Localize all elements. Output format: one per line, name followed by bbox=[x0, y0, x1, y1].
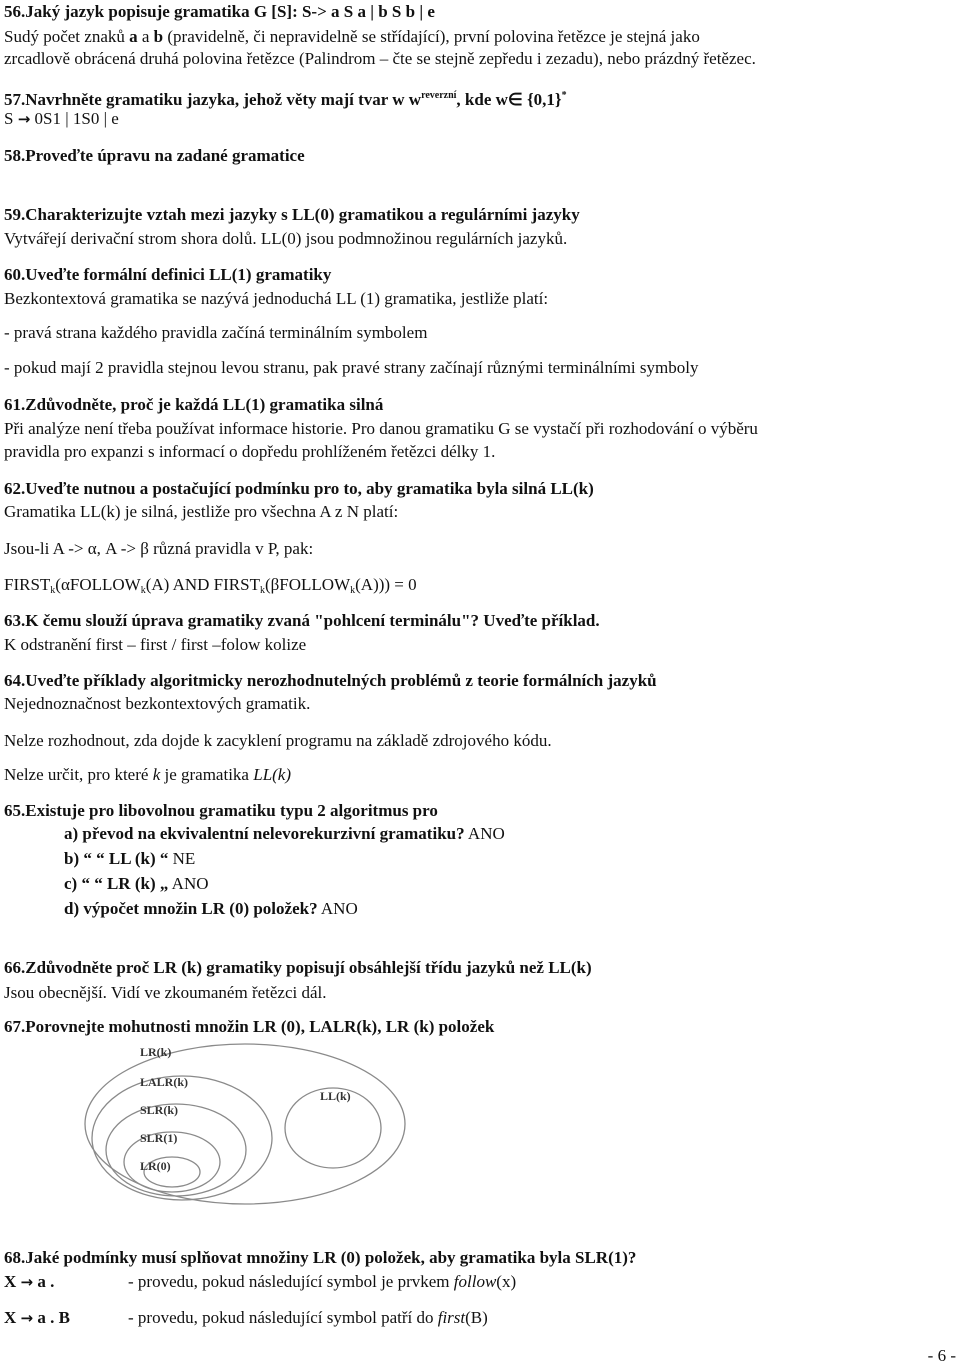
q60-answer-3: - pokud mají 2 pravidla stejnou levou stranu, pak pravé strany začínají různými terminálními symboly bbox=[4, 358, 699, 377]
lr-0-label: LR(0) bbox=[140, 1159, 171, 1173]
q68-r2-fn: first bbox=[437, 1308, 466, 1327]
q57-title-sup2: * bbox=[561, 90, 567, 101]
q62-title: 62.Uveďte nutnou a postačující podmínku pro to, aby gramatika byla silná LL(k) bbox=[4, 479, 594, 498]
q68-rule-2-desc bbox=[128, 1308, 488, 1328]
q65-item-c bbox=[64, 874, 209, 894]
q68-rule-1 bbox=[4, 1272, 54, 1292]
q62-f-beta: (βFOLLOW bbox=[264, 575, 351, 594]
q60-answer-1: Bezkontextová gramatika se nazývá jednoduchá LL (1) gramatika, jestliže platí: bbox=[4, 289, 549, 308]
q65-item-a bbox=[64, 824, 505, 844]
q64-a3-ll: LL(k) bbox=[253, 765, 292, 784]
q59-title: 59.Charakterizujte vztah mezi jazyky s LL(0) gramatikou a regulárními jazyky bbox=[4, 205, 580, 224]
q68-r2-lhs: X bbox=[4, 1308, 17, 1327]
q62-formula bbox=[4, 575, 417, 601]
q64-a3-pre: Nelze určit, pro které bbox=[4, 765, 153, 784]
q66-answer: Jsou obecnější. Vidí ve zkoumaném řetězci dál. bbox=[4, 983, 327, 1002]
q63-answer: K odstranění first – first / first –folow kolize bbox=[4, 635, 307, 654]
q59-answer: Vytvářejí derivační strom shora dolů. LL(0) jsou podmnožinou regulárních jazyků. bbox=[4, 229, 568, 248]
q57-title bbox=[4, 86, 567, 110]
q57-title-pre: 57.Navrhněte gramatiku jazyka, jehož věty mají tvar w w bbox=[4, 90, 422, 109]
q62-f-k2: k bbox=[140, 585, 146, 596]
q57-rule-rhs: 0S1 | 1S0 | e bbox=[34, 109, 119, 128]
q60-title: 60.Uveďte formální definici LL(1) gramatiky bbox=[4, 265, 332, 284]
q62-f-k1: k bbox=[50, 585, 56, 596]
q65-a-question: a) převod na ekvivalentní nelevorekurzivní gramatiku? bbox=[64, 824, 465, 843]
q66-title: 66.Zdůvodněte proč LR (k) gramatiky popisují obsáhlejší třídu jazyků než LL(k) bbox=[4, 958, 592, 977]
q65-d-answer: ANO bbox=[317, 899, 358, 918]
q57-title-sup: reverzní bbox=[421, 90, 457, 101]
q65-item-b bbox=[64, 849, 195, 869]
lr-sets-diagram bbox=[80, 1040, 440, 1210]
q57-rule bbox=[4, 109, 119, 129]
page-number: - 6 - bbox=[927, 1346, 956, 1365]
q56-answer-line-1 bbox=[4, 27, 700, 47]
q58-title: 58.Proveďte úpravu na zadané gramatice bbox=[4, 146, 305, 165]
slr-1-label: SLR(1) bbox=[140, 1131, 178, 1145]
q65-d-question: d) výpočet množin LR (0) položek? bbox=[64, 899, 318, 918]
q65-c-answer: ANO bbox=[168, 874, 209, 893]
lalr-k-ellipse bbox=[92, 1076, 272, 1200]
q56-a1-b: b bbox=[153, 27, 164, 46]
q68-r2-pre: - provedu, pokud následující symbol patří do bbox=[128, 1308, 438, 1327]
q62-f-k3: k bbox=[259, 585, 265, 596]
q68-rule-1-desc bbox=[128, 1272, 516, 1292]
slr-k-label: SLR(k) bbox=[140, 1103, 179, 1117]
q64-answer-2: Nelze rozhodnout, zda dojde k zacyklení programu na základě zdrojového kódu. bbox=[4, 731, 552, 750]
q61-answer-2: pravidla pro expanzi s informací o dopředu prohlíženém řetězci délky 1. bbox=[4, 442, 496, 461]
q65-item-d bbox=[64, 899, 358, 919]
q68-r2-arg: (B) bbox=[465, 1308, 488, 1327]
lalr-k-label: LALR(k) bbox=[140, 1075, 189, 1089]
slr-k-ellipse bbox=[106, 1104, 246, 1196]
q65-b-question: b) “ “ LL (k) “ bbox=[64, 849, 169, 868]
ll-k-label: LL(k) bbox=[320, 1089, 351, 1103]
q68-r1-arg: (x) bbox=[496, 1272, 517, 1291]
q56-a1-a: a bbox=[129, 27, 138, 46]
q64-a3-mid: je gramatika bbox=[160, 765, 254, 784]
q65-c-question: c) “ “ LR (k) „ bbox=[64, 874, 169, 893]
q65-b-answer: NE bbox=[168, 849, 196, 868]
q62-f-alpha: (αFOLLOW bbox=[55, 575, 141, 594]
q57-rule-lhs: S bbox=[4, 109, 14, 128]
arrow-icon: → bbox=[20, 1309, 34, 1327]
q56-a1-pre: Sudý počet znaků bbox=[4, 27, 130, 46]
q62-f-first: FIRST bbox=[4, 575, 51, 594]
q61-answer-1: Při analýze není třeba používat informace historie. Pro danou gramatiku G se vystačí při rozhodování o výběru bbox=[4, 419, 758, 438]
q67-title: 67.Porovnejte mohutnosti množin LR (0), LALR(k), LR (k) položek bbox=[4, 1017, 495, 1036]
q56-title: 56.Jaký jazyk popisuje gramatika G [S]: S-> a S a | b S b | e bbox=[4, 2, 435, 21]
q61-title: 61.Zdůvodněte, proč je každá LL(1) gramatika silná bbox=[4, 395, 384, 414]
q65-title: 65.Existuje pro libovolnou gramatiku typu 2 algoritmus pro bbox=[4, 801, 438, 820]
q68-r1-lhs: X bbox=[4, 1272, 17, 1291]
q62-f-end: (A))) = 0 bbox=[355, 575, 417, 594]
q63-title: 63.K čemu slouží úprava gramatiky zvaná "pohlcení terminálu"? Uveďte příklad. bbox=[4, 611, 600, 630]
q62-f-k4: k bbox=[350, 585, 356, 596]
q64-title: 64.Uveďte příklady algoritmicky nerozhodnutelných problémů z teorie formálních jazyků bbox=[4, 671, 657, 690]
q68-title: 68.Jaké podmínky musí splňovat množiny LR (0) položek, aby gramatika byla SLR(1)? bbox=[4, 1248, 637, 1267]
q62-answer-1: Gramatika LL(k) je silná, jestliže pro všechna A z N platí: bbox=[4, 502, 399, 521]
q68-r1-fn: follow bbox=[453, 1272, 497, 1291]
lr-k-label: LR(k) bbox=[140, 1045, 172, 1059]
q60-answer-2: - pravá strana každého pravidla začíná terminálním symbolem bbox=[4, 323, 428, 342]
q56-a1-post: (pravidelně, či nepravidelně se střídající), první polovina řetězce je stejná jako bbox=[163, 27, 700, 46]
q64-answer-3 bbox=[4, 765, 291, 785]
q68-rule-2 bbox=[4, 1308, 70, 1328]
q65-a-answer: ANO bbox=[464, 824, 505, 843]
arrow-icon: → bbox=[17, 110, 31, 128]
q68-r2-rhs: a . B bbox=[33, 1308, 70, 1327]
q62-answer-2: Jsou-li A -> α, A -> β různá pravidla v P, pak: bbox=[4, 539, 314, 558]
q68-r1-rhs: a . bbox=[33, 1272, 55, 1291]
q68-r1-pre: - provedu, pokud následující symbol je prvkem bbox=[128, 1272, 454, 1291]
q64-a3-k: k bbox=[152, 765, 161, 784]
q64-answer-1: Nejednoznačnost bezkontextových gramatik. bbox=[4, 694, 311, 713]
q56-answer-line-2: zrcadlově obrácená druhá polovina řetězce (Palindrom – čte se stejně zepředu i zezadu), nebo prázdný řetězec. bbox=[4, 49, 756, 68]
arrow-icon: → bbox=[20, 1273, 34, 1291]
q57-title-mid: , kde w∈ {0,1} bbox=[456, 90, 562, 109]
q56-a1-mid: a bbox=[137, 27, 154, 46]
q62-f-a-close: (A) AND FIRST bbox=[145, 575, 260, 594]
